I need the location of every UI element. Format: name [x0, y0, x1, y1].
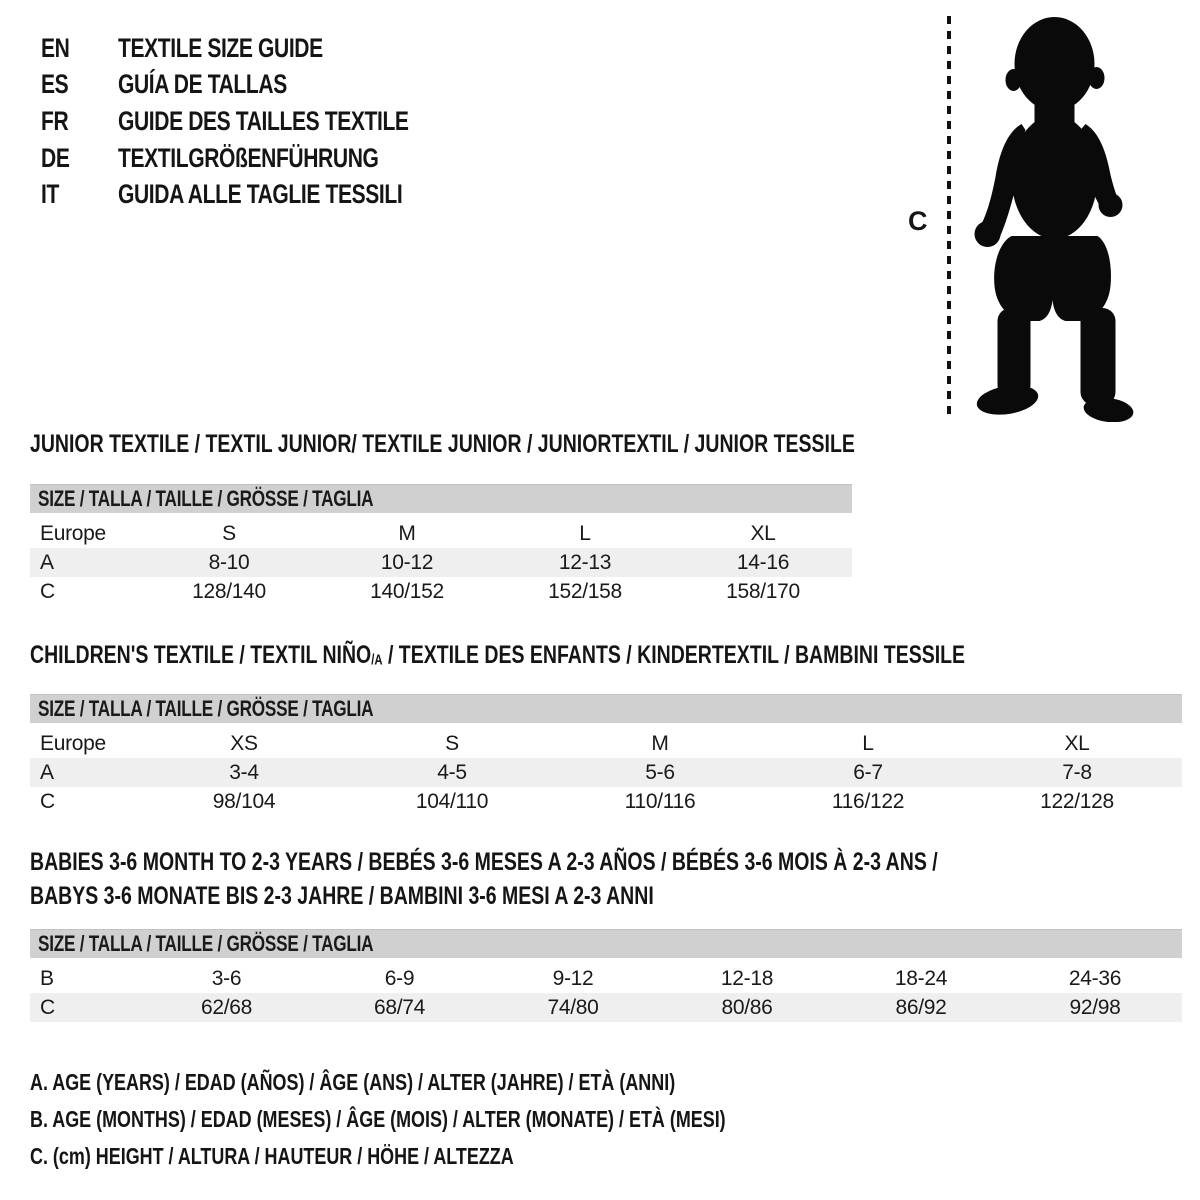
age-cell: 5-6 — [556, 758, 764, 787]
children-size-table — [30, 694, 1182, 816]
size-cell: M — [318, 516, 496, 548]
babies-size-table — [30, 929, 1182, 1022]
table-row — [30, 758, 1182, 787]
size-cell: S — [348, 726, 556, 758]
height-cell: 152/158 — [496, 577, 674, 606]
size-cell: XS — [140, 726, 348, 758]
lang-row-fr — [41, 103, 491, 140]
junior-size-table — [30, 484, 852, 606]
height-cell: 68/74 — [313, 993, 486, 1022]
age-cell: 4-5 — [348, 758, 556, 787]
height-cell: 86/92 — [834, 993, 1008, 1022]
legend-line-b: B. AGE (MONTHS) / EDAD (MESES) / ÂGE (MOIS) / ALTER (MONATE) / ETÀ (MESI) — [30, 1106, 726, 1132]
lang-title-es: GUÍA DE TALLAS — [118, 69, 287, 100]
height-cell: 104/110 — [348, 787, 556, 816]
height-cell: 128/140 — [140, 577, 318, 606]
months-cell: 9-12 — [486, 961, 660, 993]
lang-code-de: DE — [41, 142, 70, 173]
row-label: C — [30, 993, 140, 1022]
table-row — [30, 961, 1182, 993]
height-cell: 116/122 — [764, 787, 972, 816]
babies-size-header-bar — [30, 930, 1182, 962]
row-label: C — [30, 577, 140, 606]
size-cell: L — [496, 516, 674, 548]
lang-row-it — [41, 176, 491, 213]
babies-section-heading-line2: BABYS 3-6 MONATE BIS 2-3 JAHRE / BAMBINI 3-6 MESI A 2-3 ANNI — [30, 882, 654, 910]
table-row — [30, 548, 852, 577]
junior-section-heading: JUNIOR TEXTILE / TEXTIL JUNIOR/ TEXTILE JUNIOR / JUNIORTEXTIL / JUNIOR TESSILE — [30, 430, 855, 458]
size-cell: M — [556, 726, 764, 758]
language-title-list — [41, 30, 491, 213]
lang-row-de — [41, 140, 491, 177]
legend-line-a: A. AGE (YEARS) / EDAD (AÑOS) / ÂGE (ANS) / ALTER (JAHRE) / ETÀ (ANNI) — [30, 1069, 676, 1095]
children-heading-subscript: /A — [371, 652, 383, 669]
lang-code-en: EN — [41, 32, 70, 63]
row-label: Europe — [30, 516, 140, 548]
table-row — [30, 993, 1182, 1022]
toddler-silhouette-icon — [958, 12, 1146, 422]
months-cell: 6-9 — [313, 961, 486, 993]
size-cell: S — [140, 516, 318, 548]
lang-title-en: TEXTILE SIZE GUIDE — [118, 32, 323, 63]
size-cell: L — [764, 726, 972, 758]
children-section-heading: CHILDREN'S TEXTILE / TEXTIL NIÑO/A / TEXTILE DES ENFANTS / KINDERTEXTIL / BAMBINI TESSILE — [30, 641, 966, 669]
measure-legend — [30, 1064, 922, 1175]
height-cell: 140/152 — [318, 577, 496, 606]
height-cell: 92/98 — [1008, 993, 1182, 1022]
junior-size-header-bar — [30, 485, 852, 517]
lang-title-it: GUIDA ALLE TAGLIE TESSILI — [118, 179, 403, 210]
height-cell: 122/128 — [972, 787, 1182, 816]
lang-row-es — [41, 67, 491, 104]
table-row — [30, 787, 1182, 816]
age-cell: 6-7 — [764, 758, 972, 787]
row-label: Europe — [30, 726, 140, 758]
row-label: C — [30, 787, 140, 816]
age-cell: 10-12 — [318, 548, 496, 577]
height-cell: 158/170 — [674, 577, 852, 606]
row-label: A — [30, 548, 140, 577]
table-row — [30, 726, 1182, 758]
children-size-header-label: SIZE / TALLA / TAILLE / GRÖSSE / TAGLIA — [38, 696, 374, 721]
height-cell: 98/104 — [140, 787, 348, 816]
lang-code-es: ES — [41, 69, 69, 100]
row-label: B — [30, 961, 140, 993]
lang-code-it: IT — [41, 179, 59, 210]
lang-code-fr: FR — [41, 105, 69, 136]
height-cell: 80/86 — [660, 993, 834, 1022]
age-cell: 3-4 — [140, 758, 348, 787]
height-cell: 74/80 — [486, 993, 660, 1022]
age-cell: 8-10 — [140, 548, 318, 577]
babies-size-header-label: SIZE / TALLA / TAILLE / GRÖSSE / TAGLIA — [38, 931, 374, 956]
height-cell: 62/68 — [140, 993, 313, 1022]
age-cell: 14-16 — [674, 548, 852, 577]
height-measure-dashed-line — [947, 16, 951, 416]
size-cell: XL — [674, 516, 852, 548]
months-cell: 24-36 — [1008, 961, 1182, 993]
children-size-header-bar — [30, 695, 1182, 727]
age-cell: 12-13 — [496, 548, 674, 577]
babies-section-heading-line1: BABIES 3-6 MONTH TO 2-3 YEARS / BEBÉS 3-6 MESES A 2-3 AÑOS / BÉBÉS 3-6 MOIS À 2-3 ANS / — [30, 848, 938, 876]
age-cell: 7-8 — [972, 758, 1182, 787]
lang-title-de: TEXTILGRÖßENFÜHRUNG — [118, 142, 379, 173]
row-label: A — [30, 758, 140, 787]
legend-line-c: C. (cm) HEIGHT / ALTURA / HAUTEUR / HÖHE / ALTEZZA — [30, 1143, 514, 1169]
lang-row-en — [41, 30, 491, 67]
height-measure-label: C — [908, 206, 928, 236]
months-cell: 3-6 — [140, 961, 313, 993]
junior-size-header-label: SIZE / TALLA / TAILLE / GRÖSSE / TAGLIA — [38, 486, 374, 511]
height-cell: 110/116 — [556, 787, 764, 816]
table-row — [30, 516, 852, 548]
months-cell: 12-18 — [660, 961, 834, 993]
table-row — [30, 577, 852, 606]
months-cell: 18-24 — [834, 961, 1008, 993]
size-cell: XL — [972, 726, 1182, 758]
lang-title-fr: GUIDE DES TAILLES TEXTILE — [118, 105, 409, 136]
